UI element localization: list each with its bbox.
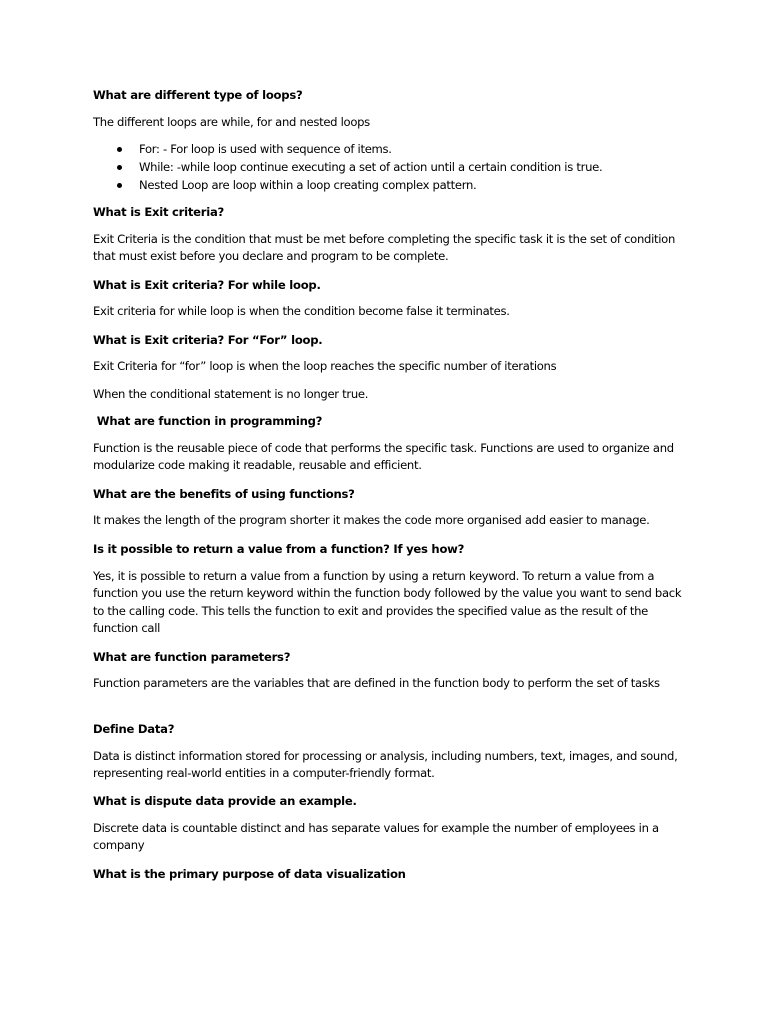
answer-define-data: Data is distinct information stored for processing or analysis, including numbers, text, images, and sound, representing real-world entities in a computer-friendly format. [93, 749, 678, 781]
question-return-value: Is it possible to return a value from a function? If yes how? [93, 542, 465, 556]
question-benefits: What are the benefits of using functions? [93, 487, 355, 501]
answer-dispute-data: Discrete data is countable distinct and has separate values for example the number of employees in a company [93, 821, 659, 853]
question-function: What are function in programming? [93, 414, 323, 428]
answer-exit-for: Exit Criteria for “for” loop is when the loop reaches the specific number of iterations [93, 359, 557, 373]
answer-return-value: Yes, it is possible to return a value from a function by using a return keyword. To return a value from a function you use the return keyword within the function body followed by the value you want to send back to the calling code. This tells the function to exit and provides the specified value as the result of the function call [93, 569, 682, 635]
loop-types-list [93, 141, 683, 194]
question-function-parameters: What are function parameters? [93, 650, 291, 664]
question-exit-while: What is Exit criteria? For while loop. [93, 278, 321, 292]
answer-exit-while: Exit criteria for while loop is when the condition become false it terminates. [93, 304, 510, 318]
answer-loop-types-intro: The different loops are while, for and nested loops [93, 115, 370, 129]
answer-benefits: It makes the length of the program shorter it makes the code more organised add easier to manage. [93, 513, 650, 527]
answer-function-parameters: Function parameters are the variables that are defined in the function body to perform the set of tasks [93, 676, 660, 690]
question-data-visualization: What is the primary purpose of data visualization [93, 867, 406, 881]
question-dispute-data: What is dispute data provide an example. [93, 794, 357, 808]
answer-exit-criteria: Exit Criteria is the condition that must be met before completing the specific task it is the set of condition that must exist before you declare and program to be complete. [93, 232, 676, 264]
question-loop-types: What are different type of loops? [93, 88, 303, 102]
answer-exit-for-condition: When the conditional statement is no longer true. [93, 387, 369, 401]
list-item-while-loop: While: -while loop continue executing a set of action until a certain condition is true. [93, 159, 683, 177]
question-exit-criteria: What is Exit criteria? [93, 205, 225, 219]
question-exit-for: What is Exit criteria? For “For” loop. [93, 333, 323, 347]
list-item-nested-loop: Nested Loop are loop within a loop creating complex pattern. [93, 177, 683, 195]
answer-function: Function is the reusable piece of code that performs the specific task. Functions are used to organize and modularize code making it readable, reusable and efficient. [93, 441, 674, 473]
question-define-data: Define Data? [93, 722, 175, 736]
list-item-for-loop: For: - For loop is used with sequence of items. [93, 141, 683, 159]
